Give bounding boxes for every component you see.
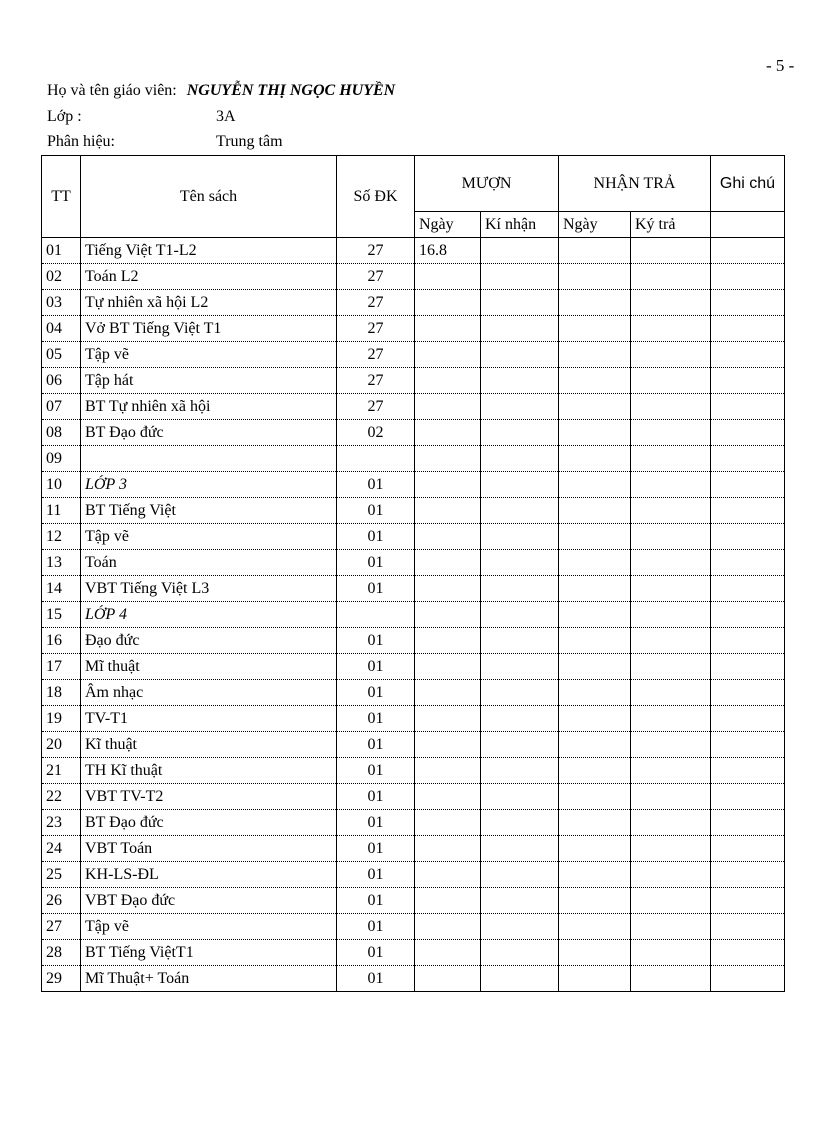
row-note [711,290,785,316]
row-return-sign [631,498,711,524]
table-row [42,576,785,602]
table-row [42,524,785,550]
row-borrow-sign [481,498,559,524]
table-row [42,680,785,706]
row-borrow-sign [481,784,559,810]
row-return-sign [631,576,711,602]
row-return-sign [631,446,711,472]
row-tt: 14 [42,576,81,602]
row-note [711,836,785,862]
row-return-sign [631,524,711,550]
row-note [711,342,785,368]
teacher-line [47,82,395,100]
row-return-date [559,342,631,368]
row-return-sign [631,888,711,914]
row-borrow-date: 16.8 [415,238,481,264]
row-book-name: VBT Đạo đức [81,888,337,914]
row-borrow-sign [481,394,559,420]
row-tt: 21 [42,758,81,784]
row-reg-count: 01 [337,810,415,836]
row-return-sign [631,784,711,810]
table-row [42,966,785,992]
table-row [42,394,785,420]
table-row [42,420,785,446]
row-note [711,394,785,420]
row-borrow-sign [481,758,559,784]
row-book-name: VBT Tiếng Việt L3 [81,576,337,602]
row-tt: 29 [42,966,81,992]
row-return-date [559,238,631,264]
row-note [711,420,785,446]
row-return-date [559,550,631,576]
row-book-name: Đạo đức [81,628,337,654]
table-row [42,862,785,888]
row-borrow-date [415,550,481,576]
row-note [711,654,785,680]
col-borrow-sign-header: Kí nhận [481,212,559,238]
row-reg-count: 02 [337,420,415,446]
row-return-sign [631,732,711,758]
row-return-sign [631,420,711,446]
row-return-sign [631,290,711,316]
row-borrow-date [415,394,481,420]
table-row [42,836,785,862]
table-row [42,628,785,654]
row-reg-count [337,446,415,472]
row-return-date [559,706,631,732]
row-return-date [559,628,631,654]
row-tt: 11 [42,498,81,524]
col-tt-header: TT [42,156,81,238]
row-borrow-sign [481,628,559,654]
table-row [42,316,785,342]
teacher-label: Họ và tên giáo viên: [47,82,177,99]
row-borrow-date [415,576,481,602]
row-tt: 22 [42,784,81,810]
row-borrow-sign [481,524,559,550]
row-return-sign [631,368,711,394]
row-book-name: BT Tiếng ViệtT1 [81,940,337,966]
row-note [711,888,785,914]
table-row [42,706,785,732]
table-row [42,368,785,394]
row-tt: 25 [42,862,81,888]
row-note [711,914,785,940]
row-return-sign [631,342,711,368]
row-borrow-date [415,914,481,940]
row-return-date [559,732,631,758]
row-tt: 26 [42,888,81,914]
row-book-name: Tiếng Việt T1-L2 [81,238,337,264]
row-return-sign [631,394,711,420]
row-tt: 12 [42,524,81,550]
row-borrow-date [415,264,481,290]
col-return-header: NHẬN TRẢ [559,156,711,212]
row-borrow-date [415,654,481,680]
row-return-sign [631,914,711,940]
row-return-sign [631,550,711,576]
row-return-date [559,498,631,524]
row-book-name: Âm nhạc [81,680,337,706]
row-return-sign [631,966,711,992]
col-return-date-header: Ngày [559,212,631,238]
row-note [711,368,785,394]
row-tt: 17 [42,654,81,680]
row-reg-count: 27 [337,238,415,264]
row-borrow-date [415,524,481,550]
row-book-name: Vở BT Tiếng Việt T1 [81,316,337,342]
row-borrow-date [415,472,481,498]
row-return-date [559,836,631,862]
row-return-date [559,784,631,810]
row-tt: 23 [42,810,81,836]
row-borrow-date [415,680,481,706]
row-book-name: KH-LS-ĐL [81,862,337,888]
row-return-date [559,316,631,342]
row-tt: 24 [42,836,81,862]
row-borrow-sign [481,602,559,628]
row-note [711,810,785,836]
row-reg-count: 27 [337,342,415,368]
col-note-sub-header [711,212,785,238]
row-borrow-sign [481,680,559,706]
row-note [711,680,785,706]
row-book-name: LỚP 4 [81,602,337,628]
row-return-date [559,602,631,628]
row-note [711,550,785,576]
teacher-name: NGUYỄN THỊ NGỌC HUYỀN [186,82,396,99]
row-note [711,862,785,888]
row-note [711,576,785,602]
row-note [711,264,785,290]
row-borrow-sign [481,732,559,758]
row-note [711,758,785,784]
row-tt: 19 [42,706,81,732]
row-tt: 28 [42,940,81,966]
row-tt: 18 [42,680,81,706]
row-return-sign [631,940,711,966]
row-tt: 27 [42,914,81,940]
row-borrow-sign [481,264,559,290]
col-name-header: Tên sách [81,156,337,238]
row-book-name: Tập vẽ [81,524,337,550]
row-reg-count: 01 [337,784,415,810]
table-row [42,264,785,290]
col-note-header: Ghi chú [711,156,785,212]
row-note [711,784,785,810]
row-book-name: Mĩ thuật [81,654,337,680]
row-borrow-sign [481,654,559,680]
row-book-name: BT Đạo đức [81,810,337,836]
row-reg-count: 01 [337,732,415,758]
row-book-name: Tập vẽ [81,914,337,940]
row-reg-count: 01 [337,966,415,992]
row-borrow-date [415,316,481,342]
row-borrow-date [415,420,481,446]
row-return-sign [631,706,711,732]
row-reg-count: 27 [337,394,415,420]
row-borrow-sign [481,550,559,576]
row-borrow-sign [481,342,559,368]
class-value: 3A [216,108,236,125]
row-reg-count [337,602,415,628]
row-book-name: Tập vẽ [81,342,337,368]
row-borrow-sign [481,810,559,836]
row-return-date [559,940,631,966]
row-tt: 05 [42,342,81,368]
table-row [42,238,785,264]
row-return-date [559,524,631,550]
row-tt: 20 [42,732,81,758]
row-borrow-sign [481,420,559,446]
row-return-sign [631,472,711,498]
row-return-sign [631,264,711,290]
row-borrow-date [415,706,481,732]
row-borrow-date [415,862,481,888]
row-return-sign [631,602,711,628]
row-book-name: BT Tiếng Việt [81,498,337,524]
col-borrow-header: MƯỢN [415,156,559,212]
row-reg-count: 01 [337,576,415,602]
row-book-name: Kĩ thuật [81,732,337,758]
row-book-name: BT Đạo đức [81,420,337,446]
row-return-date [559,654,631,680]
row-borrow-date [415,498,481,524]
table-row [42,602,785,628]
row-borrow-date [415,628,481,654]
row-borrow-date [415,732,481,758]
branch-value: Trung tâm [216,133,283,150]
row-tt: 03 [42,290,81,316]
row-borrow-date [415,602,481,628]
row-reg-count: 01 [337,680,415,706]
row-return-sign [631,628,711,654]
row-book-name: LỚP 3 [81,472,337,498]
row-borrow-sign [481,888,559,914]
row-book-name [81,446,337,472]
row-borrow-sign [481,940,559,966]
row-tt: 01 [42,238,81,264]
row-book-name: BT Tự nhiên xã hội [81,394,337,420]
row-return-sign [631,810,711,836]
row-return-date [559,758,631,784]
row-return-date [559,966,631,992]
row-note [711,446,785,472]
row-borrow-date [415,290,481,316]
row-return-date [559,888,631,914]
row-borrow-sign [481,368,559,394]
row-return-date [559,914,631,940]
row-return-sign [631,836,711,862]
table-row [42,888,785,914]
row-return-date [559,862,631,888]
row-book-name: Mĩ Thuật+ Toán [81,966,337,992]
table-row [42,550,785,576]
row-tt: 08 [42,420,81,446]
row-book-name: Tập hát [81,368,337,394]
row-borrow-date [415,888,481,914]
row-return-date [559,290,631,316]
table-row [42,472,785,498]
table-row [42,914,785,940]
row-return-date [559,472,631,498]
row-note [711,602,785,628]
row-note [711,238,785,264]
row-borrow-date [415,368,481,394]
row-borrow-date [415,940,481,966]
row-reg-count: 01 [337,706,415,732]
row-reg-count: 01 [337,550,415,576]
row-reg-count: 01 [337,498,415,524]
row-tt: 07 [42,394,81,420]
row-borrow-date [415,836,481,862]
row-return-date [559,680,631,706]
row-reg-count: 01 [337,524,415,550]
row-borrow-date [415,966,481,992]
row-book-name: VBT Toán [81,836,337,862]
row-return-date [559,368,631,394]
row-book-name: Tự nhiên xã hội L2 [81,290,337,316]
row-reg-count: 01 [337,888,415,914]
branch-label: Phân hiệu: [47,133,115,150]
row-borrow-sign [481,316,559,342]
row-note [711,524,785,550]
row-borrow-sign [481,966,559,992]
row-reg-count: 01 [337,654,415,680]
row-borrow-date [415,810,481,836]
row-reg-count: 01 [337,628,415,654]
row-return-date [559,420,631,446]
row-borrow-date [415,784,481,810]
row-return-sign [631,654,711,680]
col-borrow-date-header: Ngày [415,212,481,238]
row-note [711,732,785,758]
row-reg-count: 27 [337,264,415,290]
page-number: - 5 - [766,56,795,75]
col-reg-header: Số ĐK [337,156,415,238]
row-reg-count: 01 [337,758,415,784]
row-borrow-sign [481,706,559,732]
row-borrow-sign [481,238,559,264]
row-return-sign [631,680,711,706]
row-borrow-sign [481,472,559,498]
row-reg-count: 27 [337,316,415,342]
row-book-name: Toán L2 [81,264,337,290]
row-return-sign [631,758,711,784]
row-reg-count: 01 [337,862,415,888]
row-tt: 13 [42,550,81,576]
row-book-name: VBT TV-T2 [81,784,337,810]
row-book-name: Toán [81,550,337,576]
row-return-sign [631,238,711,264]
row-tt: 10 [42,472,81,498]
row-return-date [559,810,631,836]
table-row [42,810,785,836]
table-row [42,342,785,368]
row-borrow-sign [481,446,559,472]
row-note [711,498,785,524]
row-reg-count: 01 [337,836,415,862]
row-return-date [559,576,631,602]
row-book-name: TH Kĩ thuật [81,758,337,784]
row-note [711,966,785,992]
row-note [711,472,785,498]
row-borrow-sign [481,914,559,940]
row-tt: 02 [42,264,81,290]
row-return-date [559,394,631,420]
row-reg-count: 27 [337,368,415,394]
row-return-sign [631,862,711,888]
row-borrow-date [415,342,481,368]
table-row [42,290,785,316]
row-borrow-sign [481,576,559,602]
row-return-date [559,446,631,472]
row-borrow-sign [481,862,559,888]
row-borrow-sign [481,836,559,862]
row-tt: 15 [42,602,81,628]
row-borrow-date [415,758,481,784]
table-row [42,940,785,966]
table-body [42,238,785,992]
row-return-sign [631,316,711,342]
row-tt: 06 [42,368,81,394]
table-row [42,732,785,758]
class-label: Lớp : [47,108,82,125]
row-reg-count: 01 [337,940,415,966]
row-note [711,940,785,966]
row-return-date [559,264,631,290]
row-tt: 04 [42,316,81,342]
table-row [42,498,785,524]
table-row [42,654,785,680]
row-reg-count: 27 [337,290,415,316]
table-row [42,784,785,810]
row-note [711,706,785,732]
row-tt: 09 [42,446,81,472]
row-reg-count: 01 [337,472,415,498]
col-return-sign-header: Ký trả [631,212,711,238]
row-note [711,628,785,654]
row-reg-count: 01 [337,914,415,940]
row-borrow-sign [481,290,559,316]
table-row [42,758,785,784]
row-borrow-date [415,446,481,472]
row-note [711,316,785,342]
book-loan-table [41,155,785,992]
table-row [42,446,785,472]
row-book-name: TV-T1 [81,706,337,732]
row-tt: 16 [42,628,81,654]
